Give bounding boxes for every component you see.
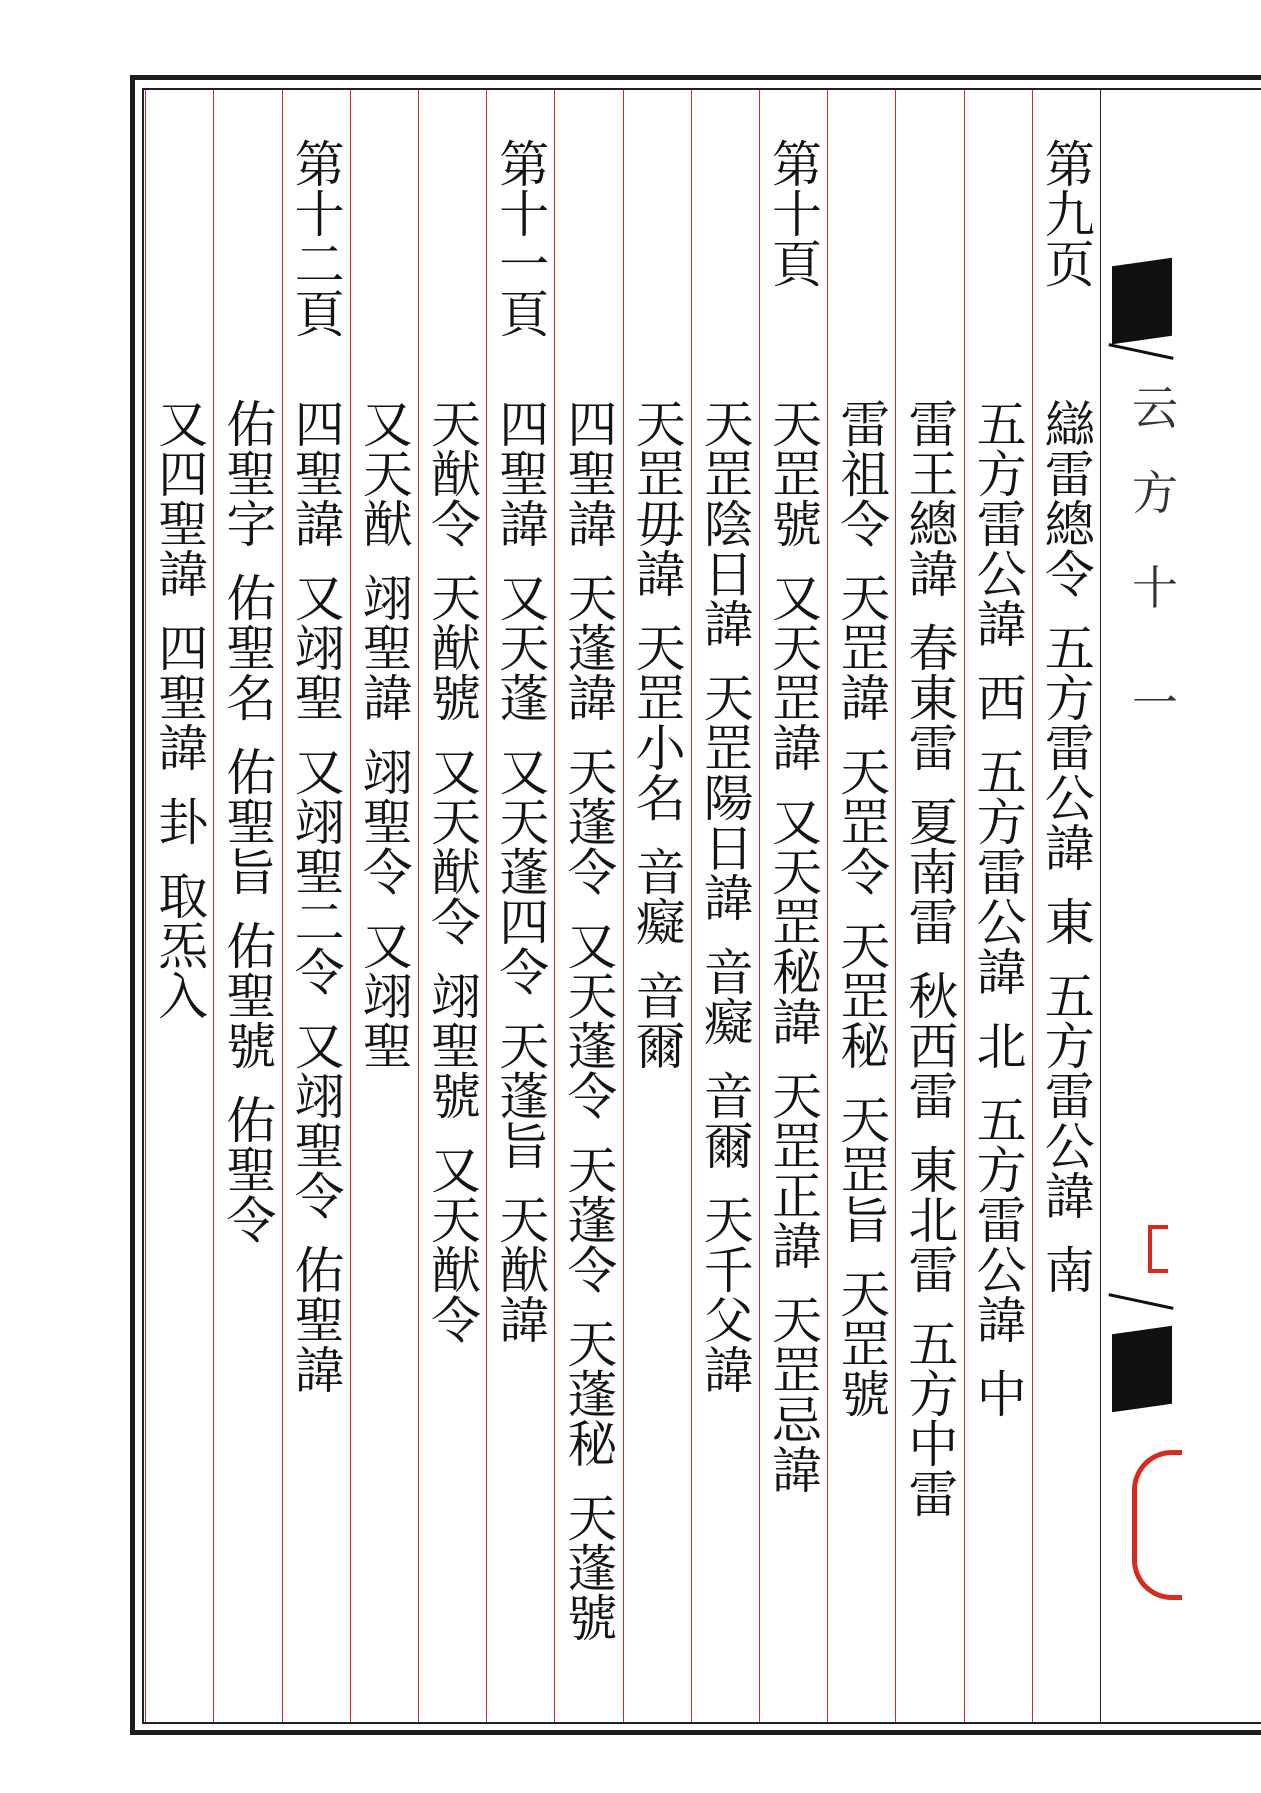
text-segment: 天蓬號 <box>559 1492 618 1642</box>
column-rule <box>554 90 555 1722</box>
text-column <box>147 398 211 1020</box>
text-segment: 天罡號 <box>764 398 822 548</box>
text-segment: 又翊聖 <box>354 920 413 1070</box>
text-segment: 夏南雷 <box>900 796 959 946</box>
text-segment: 中 <box>968 1368 1027 1418</box>
text-column <box>488 398 552 1344</box>
text-segment: 天罡秘 <box>832 920 891 1070</box>
column-rule <box>827 90 828 1722</box>
text-segment: 音爾 <box>695 1070 754 1170</box>
text-segment: 雷王總諱 <box>900 398 959 598</box>
text-segment: 翊聖令 <box>354 746 413 896</box>
text-column <box>625 398 689 1070</box>
text-segment: 䜌雷總令 <box>1036 398 1095 598</box>
text-segment: 佑聖號 <box>218 920 277 1070</box>
text-segment: 南 <box>1036 1244 1095 1294</box>
column-rule <box>145 90 146 1722</box>
text-segment: 雷祖令 <box>832 398 891 548</box>
column-rule <box>213 90 214 1722</box>
text-segment: 東北雷 <box>900 1144 959 1294</box>
text-segment: 音癡 <box>695 946 754 1046</box>
text-segment: 天猷諱 <box>491 1194 550 1344</box>
text-segment: 翊聖諱 <box>354 572 413 722</box>
column-rule <box>623 90 624 1722</box>
text-segment: 天蓬令 <box>559 746 618 896</box>
text-segment: 又天猷令 <box>423 746 481 946</box>
text-segment: 又翊聖 <box>286 572 345 722</box>
text-segment: 天罡小名 <box>627 622 686 822</box>
text-segment: 翊聖號 <box>423 970 481 1120</box>
text-segment: 天猷令 <box>423 398 481 548</box>
text-column <box>352 398 416 1070</box>
text-column <box>420 398 484 1344</box>
text-column <box>693 398 757 1394</box>
column-rule <box>964 90 965 1722</box>
text-segment: 天罡陰日諱 <box>695 398 754 648</box>
text-segment: 五方中雷 <box>900 1318 959 1518</box>
text-segment: 又翊聖令 <box>286 1020 345 1220</box>
text-segment: 又天罡諱 <box>764 572 822 772</box>
text-segment: 佑聖令 <box>218 1094 277 1244</box>
text-segment: 又天蓬令 <box>559 920 618 1120</box>
text-segment: 天罡毋諱 <box>627 398 686 598</box>
fishtail-lower <box>1112 1326 1172 1412</box>
text-segment: 秋西雷 <box>900 970 959 1120</box>
text-segment: 又天罡秘諱 <box>764 796 822 1046</box>
text-segment: 天蓬秘 <box>559 1318 618 1468</box>
text-column <box>1034 398 1098 1294</box>
text-column <box>215 398 279 1244</box>
text-segment: 天罡號 <box>832 1268 891 1418</box>
text-segment: 佑聖字 <box>218 398 277 548</box>
text-segment: 五方雷公諱 <box>1036 970 1095 1220</box>
text-segment: 北 <box>968 1020 1027 1070</box>
margin-char: 一 <box>1132 676 1178 730</box>
text-segment: 春東雷 <box>900 622 959 772</box>
column-rule <box>282 90 283 1722</box>
text-segment: 天罡令 <box>832 746 891 896</box>
column-rule <box>350 90 351 1722</box>
text-segment: 又翊聖二令 <box>286 746 345 996</box>
text-segment: 天罡忌諱 <box>764 1294 822 1494</box>
text-segment: 音癡 <box>627 846 686 946</box>
text-segment: 五方雷公諱 <box>968 1094 1027 1344</box>
text-segment: 四聖諱 <box>559 398 618 548</box>
text-segment: 天罡正諱 <box>764 1070 822 1270</box>
fishtail-upper <box>1112 258 1172 344</box>
text-column <box>966 398 1030 1418</box>
text-segment: 又天蓬四令 <box>491 746 550 996</box>
column-rule <box>691 90 692 1722</box>
text-segment: 東 <box>1036 896 1095 946</box>
text-segment: 天蓬諱 <box>559 572 618 722</box>
margin-char: 云 <box>1132 381 1178 435</box>
text-column <box>829 398 893 1418</box>
text-segment: 五方雷公諱 <box>968 398 1027 648</box>
text-segment: 天猷號 <box>423 572 481 722</box>
text-segment: 卦 <box>150 796 209 846</box>
text-column <box>761 398 825 1494</box>
text-segment: 天罡諱 <box>832 572 891 722</box>
page-heading: 第十一頁 <box>491 138 550 338</box>
text-segment: 五方雷公諱 <box>968 746 1027 996</box>
text-segment: 天蓬令 <box>559 1144 618 1294</box>
text-segment: 佑聖旨 <box>218 746 277 896</box>
text-segment: 天罡陽日諱 <box>695 672 754 922</box>
red-seal-mark <box>1148 1225 1168 1273</box>
text-segment: 天罡旨 <box>832 1094 891 1244</box>
text-column <box>284 398 348 1394</box>
column-rule <box>895 90 896 1722</box>
column-rule <box>418 90 419 1722</box>
text-segment: 又天猷令 <box>423 1144 481 1344</box>
red-seal <box>1132 1450 1182 1600</box>
page-heading: 第十二頁 <box>286 138 345 338</box>
margin-char: 方 <box>1132 466 1178 520</box>
text-segment: 西 <box>968 672 1027 722</box>
text-segment: 佑聖名 <box>218 572 277 722</box>
text-segment: 五方雷公諱 <box>1036 622 1095 872</box>
text-segment: 又四聖諱 <box>150 398 209 598</box>
column-rule <box>1032 90 1033 1722</box>
column-rule <box>759 90 760 1722</box>
text-segment: 四聖諱 <box>286 398 345 548</box>
text-segment: 又天蓬 <box>491 572 550 722</box>
page-heading: 第九页 <box>1036 138 1095 288</box>
text-segment: 天千父諱 <box>695 1194 754 1394</box>
margin-border <box>1100 88 1101 1724</box>
margin-char: 十 <box>1132 561 1178 615</box>
text-segment: 佑聖諱 <box>286 1244 345 1394</box>
text-segment: 四聖諱 <box>491 398 550 548</box>
text-segment: 天蓬旨 <box>491 1020 550 1170</box>
column-rule <box>486 90 487 1722</box>
text-segment: 又天猷 <box>354 398 413 548</box>
text-segment: 四聖諱 <box>150 622 209 772</box>
text-column <box>897 398 961 1518</box>
page-heading: 第十頁 <box>764 138 822 288</box>
text-segment: 音爾 <box>627 970 686 1070</box>
text-segment: 取炁入 <box>150 870 209 1020</box>
text-column <box>556 398 620 1642</box>
